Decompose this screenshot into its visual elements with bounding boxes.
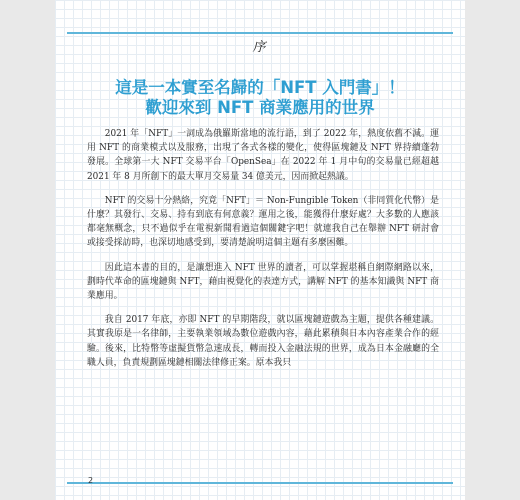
body-text bbox=[87, 127, 439, 380]
paragraph-4: 我自 2017 年底，亦即 NFT 的早期階段，就以區塊鏈遊戲為主題，提供各種建議。其實我原是一名律師，主要執業領域為數位遊戲內容，藉此累積與日本內容產業合作的經驗。後來，比特幣等虛擬貨幣急速成長，轉而投入金融法規的世界，成為日本金融廳的全職人員，負責規劃區塊鏈相關法律修正案。原本我只 bbox=[87, 315, 439, 368]
paragraph-1: 2021 年「NFT」一詞成為俄羅斯當地的流行語，到了 2022 年，熱度依舊不減。運用 NFT 的商業模式以及服務，出現了各式各樣的變化，使得區塊鏈及 NFT 界持續蓬勃發展。全球第一大 NFT 交易平台「OpenSea」在 2022 年 1 月中旬的交易量已經超越 2021 年 8 月所創下的最大單月交易量 34 億美元，因而掀起熱議。 bbox=[87, 129, 439, 182]
headline bbox=[55, 78, 465, 118]
headline-line-2: 歡迎來到 NFT 商業應用的世界 bbox=[145, 98, 375, 117]
headline-line-1: 這是一本實至名歸的「NFT 入門書」！ bbox=[115, 78, 405, 97]
top-rule bbox=[67, 32, 453, 34]
bottom-rule bbox=[67, 482, 453, 484]
paragraph-2: NFT 的交易十分熱絡，究竟「NFT」＝ Non-Fungible Token（非同質化代幣）是什麼？其發行、交易、持有到底有何意義？運用之後，能獲得什麼好處？大多數的人應該都毫無概念，只不過似乎在電視新聞看過這個關鍵字吧！就連我自己在舉辦 NFT 研討會或接受採訪時，也深切地感受到，要清楚說明這個主題有多麼困難。 bbox=[87, 195, 439, 249]
paragraph-3: 因此這本書的目的，是讓想進入 NFT 世界的讀者，可以掌握堪稱自網際網路以來，劃時代革命的區塊鏈與 NFT，藉由視覺化的表達方式，講解 NFT 的基本知識與 NFT 商業應用。 bbox=[87, 262, 439, 302]
page-number: 2 bbox=[88, 476, 94, 485]
book-page bbox=[55, 0, 465, 500]
section-title: 序 bbox=[252, 40, 268, 55]
